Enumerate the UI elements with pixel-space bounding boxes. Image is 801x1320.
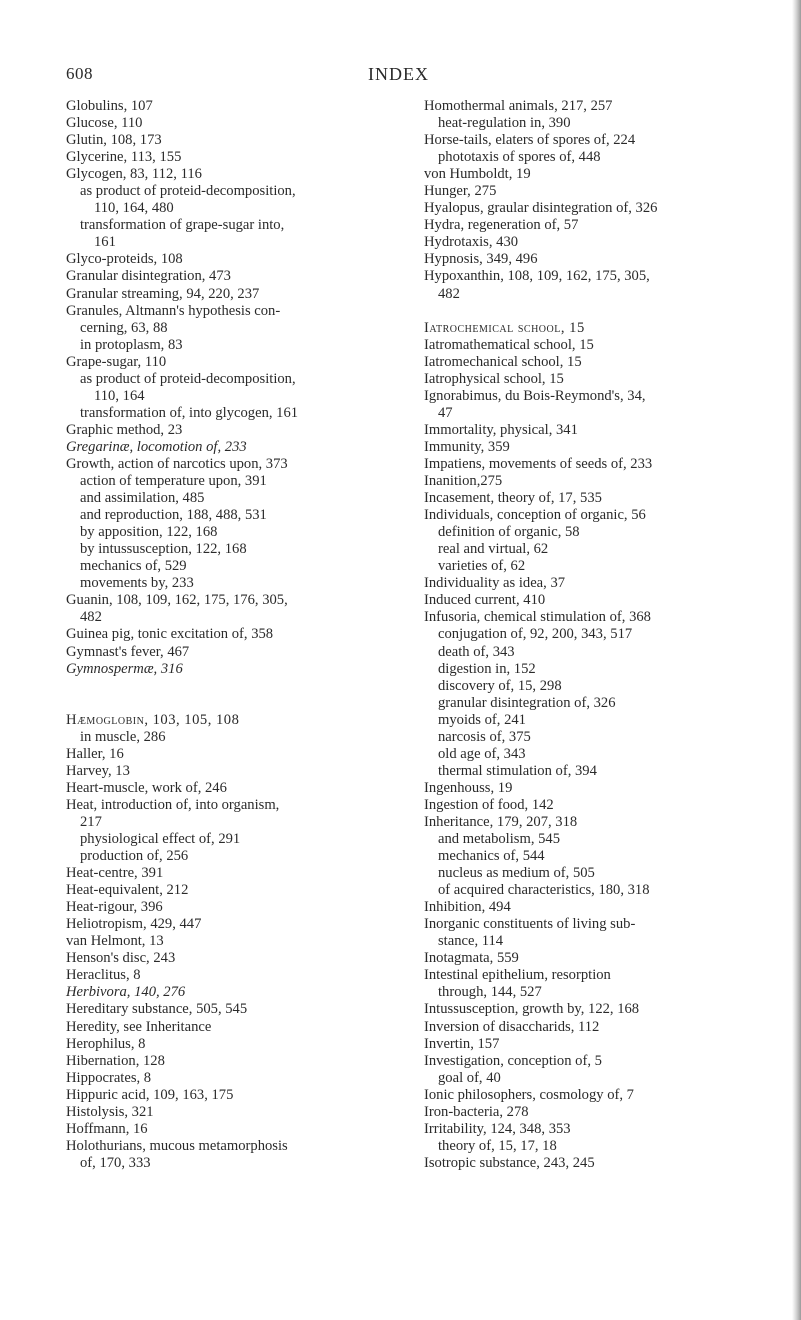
index-entry: Granular disintegration, 473 <box>66 268 231 285</box>
section-gap <box>66 695 388 712</box>
index-subentry: and reproduction, 188, 488, 531 <box>80 507 267 524</box>
index-entry: Hypoxanthin, 108, 109, 162, 175, 305, <box>424 268 650 285</box>
index-entry: von Humboldt, 19 <box>424 166 531 183</box>
page-title: INDEX <box>368 64 429 84</box>
index-entry: Hippocrates, 8 <box>66 1069 152 1086</box>
index-entry: Immortality, physical, 341 <box>424 421 578 438</box>
index-entry: Herophilus, 8 <box>66 1035 146 1052</box>
index-entry: Individuals, conception of organic, 56 <box>424 507 646 524</box>
index-subentry: and assimilation, 485 <box>80 490 205 507</box>
index-entry: Granular streaming, 94, 220, 237 <box>66 285 260 302</box>
index-entry: Impatiens, movements of seeds of, 233 <box>424 455 653 472</box>
index-subentry: production of, 256 <box>80 848 189 865</box>
index-entry: Inheritance, 179, 207, 318 <box>424 813 578 830</box>
page-number: 608 <box>66 64 93 83</box>
index-entry-continuation: 217 <box>80 813 102 830</box>
index-entry: Iron-bacteria, 278 <box>424 1103 529 1120</box>
taxon-name: Gymnospermæ, 316 <box>66 660 183 677</box>
index-subentry: by intussusception, 122, 168 <box>80 541 247 558</box>
section-gap <box>424 303 746 320</box>
index-entry: Immunity, 359 <box>424 438 510 455</box>
index-entry: Heart-muscle, work of, 246 <box>66 779 227 796</box>
index-entry: Hydra, regeneration of, 57 <box>424 217 579 234</box>
index-subentry: transformation of grape-sugar into, <box>80 217 285 234</box>
index-entry: Ionic philosophers, cosmology of, 7 <box>424 1086 634 1103</box>
section-gap <box>66 678 388 695</box>
index-subentry: as product of proteid-decomposition, <box>80 370 296 387</box>
index-subentry: goal of, 40 <box>438 1069 501 1086</box>
index-entry: Heliotropism, 429, 447 <box>66 916 202 933</box>
index-entry: Glutin, 108, 173 <box>66 132 162 149</box>
index-entry: Homothermal animals, 217, 257 <box>424 98 613 114</box>
index-entry: Heraclitus, 8 <box>66 967 141 984</box>
index-entry: Intussusception, growth by, 122, 168 <box>424 1001 640 1018</box>
index-subentry: narcosis of, 375 <box>438 728 531 745</box>
index-entry: Hypnosis, 349, 496 <box>424 251 538 268</box>
index-subentry: varieties of, 62 <box>438 558 526 575</box>
index-entry: Glycerine, 113, 155 <box>66 149 182 166</box>
index-entry-continuation: of, 170, 333 <box>80 1154 151 1171</box>
index-entry: Inversion of disaccharids, 112 <box>424 1018 600 1035</box>
index-entry: Ingenhouss, 19 <box>424 779 513 796</box>
index-entry: Hereditary substance, 505, 545 <box>66 1001 248 1018</box>
index-entry: Henson's disc, 243 <box>66 950 176 967</box>
index-entry-continuation: 482 <box>438 285 460 302</box>
index-subentry: conjugation of, 92, 200, 343, 517 <box>438 626 633 643</box>
index-entry: Inotagmata, 559 <box>424 950 519 967</box>
index-entry: Hibernation, 128 <box>66 1052 165 1069</box>
index-entry: Inanition,275 <box>424 473 503 490</box>
index-entry <box>66 661 388 678</box>
index-entry: Heat-rigour, 396 <box>66 899 163 916</box>
index-entry: Granules, Altmann's hypothesis con- <box>66 302 281 319</box>
index-column-right <box>424 98 746 1172</box>
index-entry: Ingestion of food, 142 <box>424 796 554 813</box>
index-entry: Globulins, 107 <box>66 98 153 114</box>
index-entry: Guinea pig, tonic excitation of, 358 <box>66 626 274 643</box>
index-entry: Histolysis, 321 <box>66 1103 154 1120</box>
index-entry: van Helmont, 13 <box>66 933 164 950</box>
index-entry: Ignorabimus, du Bois-Reymond's, 34, <box>424 387 646 404</box>
index-entry: Horse-tails, elaters of spores of, 224 <box>424 132 636 149</box>
index-entry <box>66 439 388 456</box>
index-subentry: action of temperature upon, 391 <box>80 473 267 490</box>
index-entry: Glyco-proteids, 108 <box>66 251 183 268</box>
index-subentry: mechanics of, 529 <box>80 558 187 575</box>
index-subentry: death of, 343 <box>438 643 515 660</box>
index-subentry: definition of organic, 58 <box>438 524 580 541</box>
index-entry: Hyalopus, graular disintegration of, 326 <box>424 200 658 217</box>
index-entry: Holothurians, mucous metamorphosis <box>66 1137 288 1154</box>
index-subentry: in protoplasm, 83 <box>80 336 183 353</box>
index-entry: Guanin, 108, 109, 162, 175, 176, 305, <box>66 592 288 609</box>
index-entry: Heredity, see Inheritance <box>66 1018 212 1035</box>
taxon-name: Herbivora, 140, 276 <box>66 984 186 1001</box>
index-subentry: discovery of, 15, 298 <box>438 677 562 694</box>
index-entry-continuation: 47 <box>438 404 453 421</box>
index-entry: Hippuric acid, 109, 163, 175 <box>66 1086 234 1103</box>
index-subentry: transformation of, into glycogen, 161 <box>80 404 299 421</box>
index-subentry: heat-regulation in, 390 <box>438 115 571 132</box>
index-entry: Hæmoglobin, 103, 105, 108 <box>66 711 240 728</box>
index-entry: Glucose, 110 <box>66 115 143 132</box>
index-entry: Hunger, 275 <box>424 183 497 200</box>
index-entry: Iatrochemical school, 15 <box>424 319 585 336</box>
index-entry-continuation: 482 <box>80 609 102 626</box>
index-entry: Haller, 16 <box>66 745 124 762</box>
taxon-name: Gregarinæ, locomotion of, 233 <box>66 438 247 455</box>
index-entry: Investigation, conception of, 5 <box>424 1052 602 1069</box>
index-entry: Induced current, 410 <box>424 592 546 609</box>
index-entry: Iatrophysical school, 15 <box>424 370 564 387</box>
index-subentry: real and virtual, 62 <box>438 541 549 558</box>
index-subentry: by apposition, 122, 168 <box>80 524 218 541</box>
index-subentry: and metabolism, 545 <box>438 831 561 848</box>
index-entry: Intestinal epithelium, resorption <box>424 967 611 984</box>
index-entry: Iatromechanical school, 15 <box>424 353 582 370</box>
index-entry: Gymnast's fever, 467 <box>66 643 190 660</box>
index-entry: Heat-equivalent, 212 <box>66 882 189 899</box>
index-entry: Isotropic substance, 243, 245 <box>424 1154 595 1171</box>
index-subentry: granular disintegration of, 326 <box>438 694 616 711</box>
index-entry: Heat-centre, 391 <box>66 865 164 882</box>
index-subentry: old age of, 343 <box>438 745 526 762</box>
index-entry: Inorganic constituents of living sub- <box>424 916 636 933</box>
index-subentry: mechanics of, 544 <box>438 848 545 865</box>
index-subentry: physiological effect of, 291 <box>80 831 241 848</box>
index-entry: Harvey, 13 <box>66 762 130 779</box>
index-entry: Graphic method, 23 <box>66 421 183 438</box>
index-entry: Incasement, theory of, 17, 535 <box>424 490 602 507</box>
index-subentry: movements by, 233 <box>80 575 194 592</box>
index-entry: Glycogen, 83, 112, 116 <box>66 166 202 183</box>
index-entry: Inhibition, 494 <box>424 899 511 916</box>
index-entry: Hoffmann, 16 <box>66 1120 148 1137</box>
index-entry: Irritability, 124, 348, 353 <box>424 1120 571 1137</box>
index-subentry: in muscle, 286 <box>80 728 166 745</box>
index-entry: Iatromathematical school, 15 <box>424 336 594 353</box>
index-entry: Invertin, 157 <box>424 1035 500 1052</box>
index-subentry: 161 <box>94 234 116 251</box>
index-entry-continuation: cerning, 63, 88 <box>80 319 168 336</box>
index-entry: Heat, introduction of, into organism, <box>66 796 280 813</box>
index-entry: Hydrotaxis, 430 <box>424 234 519 251</box>
index-subentry: 110, 164, 480 <box>94 200 174 217</box>
index-subentry: phototaxis of spores of, 448 <box>438 149 601 166</box>
index-subentry: of acquired characteristics, 180, 318 <box>438 882 650 899</box>
index-column-left <box>66 98 388 1172</box>
index-entry-continuation: through, 144, 527 <box>438 984 542 1001</box>
index-entry: Growth, action of narcotics upon, 373 <box>66 455 288 472</box>
index-subentry: 110, 164 <box>94 387 145 404</box>
index-subentry: thermal stimulation of, 394 <box>438 762 597 779</box>
index-subentry: theory of, 15, 17, 18 <box>438 1137 557 1154</box>
index-entry-continuation: stance, 114 <box>438 933 504 950</box>
index-entry: Grape-sugar, 110 <box>66 353 167 370</box>
index-subentry: digestion in, 152 <box>438 660 536 677</box>
index-subentry: myoids of, 241 <box>438 711 526 728</box>
index-subentry: as product of proteid-decomposition, <box>80 183 296 200</box>
index-subentry: nucleus as medium of, 505 <box>438 865 595 882</box>
page-edge-shadow <box>792 0 801 1320</box>
index-entry: Infusoria, chemical stimulation of, 368 <box>424 609 651 626</box>
index-entry: Individuality as idea, 37 <box>424 575 566 592</box>
running-header <box>0 64 801 88</box>
index-entry <box>66 984 388 1001</box>
